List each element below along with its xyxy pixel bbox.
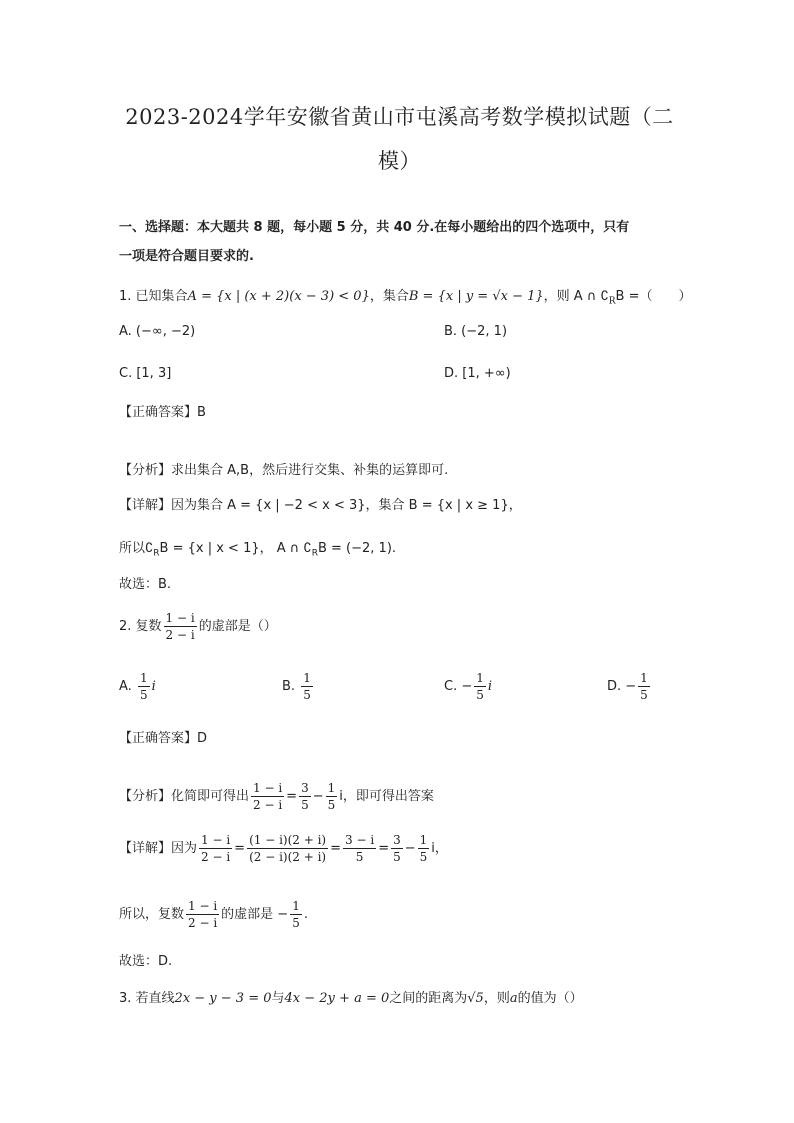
q2-d-num-2: (1 − i)(2 + i) <box>249 833 327 847</box>
q3-eq-1: 2x − y − 3 = 0 <box>174 991 272 1006</box>
question-1 <box>119 285 691 307</box>
q2-an-den-1: 2 − i <box>253 798 283 812</box>
q1-choose: 故选：B. <box>119 577 172 592</box>
q2-option-b-frac <box>301 670 313 703</box>
q2-analysis <box>119 780 434 813</box>
section-heading-line-2: 一项是符合题目要求的. <box>119 249 254 264</box>
q2-d-den-5: 5 <box>419 850 428 864</box>
q1-d2-b: B = {x | x < 1}， A ∩ ∁ <box>159 541 312 556</box>
q2-an-den-2: 5 <box>301 798 309 812</box>
q2-detail-prefix: 【详解】因为 <box>119 841 198 856</box>
q2-answer: 【正确答案】D <box>119 731 208 746</box>
q2-d-frac-2 <box>247 832 328 865</box>
q2-option-a-frac <box>138 670 150 703</box>
q3-text-c: 之间的距离为 <box>389 991 468 1006</box>
q2-option-c <box>444 670 492 703</box>
q2-an-minus: − <box>312 789 324 804</box>
q2-d-frac-4 <box>391 832 403 865</box>
q1-option-b: B. (−2, 1) <box>444 324 508 339</box>
q2-analysis-prefix: 【分析】化简即可得出 <box>119 789 250 804</box>
q2-option-d-num: 1 <box>640 671 648 685</box>
q2-d-num-5: 1 <box>419 833 428 847</box>
q2-so <box>119 898 308 931</box>
q2-detail: 【详解】因为 $\frac{1 - i}{2 - i}$ = $\frac{(1 - i)(2 + i)}{(2 - i)(2 + i)}$ = $\frac{3 - i}{5}$ = $\frac{3}{5}$ − $\frac{1}{5}$ i， <box>119 833 448 864</box>
q1-mid: ，集合 <box>369 289 409 304</box>
document-title-line-2: 模） <box>378 149 421 173</box>
q1-set-a: A = {x | (x + 2)(x − 3) < 0} <box>187 289 370 304</box>
q2-an-num-1: 1 − i <box>253 781 283 795</box>
q2-an-tail: i，即可得出答案 <box>339 789 434 804</box>
q2-option-b-label: B. <box>282 679 296 694</box>
q2-so-frac-1 <box>186 898 219 931</box>
q2-option-d <box>607 670 652 703</box>
q2-so-prefix: 所以，复数 <box>119 907 185 922</box>
q2-num: 1 − i <box>165 611 195 625</box>
q2-so-tail: . <box>303 907 308 922</box>
q2-den: 2 − i <box>165 628 195 642</box>
q2-an-frac-2 <box>299 780 311 813</box>
q3-text-d: ，则 <box>483 991 510 1006</box>
q2-option-b-den: 5 <box>303 688 311 702</box>
q2-option-b-num: 1 <box>303 671 311 685</box>
q2-d-num-4: 3 <box>393 833 401 847</box>
q2-option-d-label: D. − <box>607 679 637 694</box>
q2-an-frac-3 <box>326 780 338 813</box>
q3-text-b: 与 <box>271 991 285 1006</box>
section-heading-line-1: 一、选择题：本大题共 8 题，每小题 5 分，共 40 分.在每小题给出的四个选项中，只有 <box>119 220 630 235</box>
q2-so-den-2: 5 <box>292 916 300 930</box>
q3-text-e: 的值为（） <box>517 991 583 1006</box>
q2-an-frac-1 <box>251 780 284 813</box>
q2-so-mid: 的虚部是 − <box>221 907 289 922</box>
q2-d-den-2: (2 − i)(2 + i) <box>249 850 327 864</box>
document-title-line-1: 2023-2024学年安徽省黄山市屯溪高考数学模拟试题（二 <box>125 105 674 129</box>
q1-d2-c: B = (−2, 1). <box>317 541 397 556</box>
q3-var: a <box>509 991 518 1006</box>
q1-detail-2 <box>119 537 396 559</box>
q2-option-c-label: C. − <box>444 679 473 694</box>
q1-analysis: 【分析】求出集合 A,B，然后进行交集、补集的运算即可. <box>119 463 449 478</box>
q2-prefix: 2. 复数 <box>119 619 162 634</box>
q3-root: √5 <box>467 991 484 1006</box>
q1-option-c: C. [1, 3] <box>119 366 172 381</box>
q2-option-a <box>119 670 156 703</box>
q1-detail: 【详解】因为集合 A = {x | −2 < x < 3}，集合 B = {x | x ≥ 1}， <box>119 498 522 513</box>
q2-d-frac-1 <box>199 832 232 865</box>
q2-so-num-1: 1 − i <box>188 899 218 913</box>
q1-answer: 【正确答案】B <box>119 405 206 420</box>
q1-option-a: A. (−∞, −2) <box>119 324 196 339</box>
q2-option-c-den: 5 <box>476 688 484 702</box>
q2-d-tail: i， <box>431 841 448 856</box>
q2-option-d-frac <box>638 670 650 703</box>
q2-option-c-tail: i <box>487 679 493 694</box>
q2-option-a-num: 1 <box>139 671 148 685</box>
q1-set-b: B = {x | y = √x − 1} <box>408 289 544 304</box>
q2-option-a-den: 5 <box>139 688 148 702</box>
question-2 <box>119 610 277 643</box>
q2-so-den-1: 2 − i <box>188 916 218 930</box>
q2-d-den-1: 2 − i <box>201 850 231 864</box>
q1-sub: R <box>608 296 616 307</box>
q2-option-c-num: 1 <box>476 671 484 685</box>
q2-d-num-3: 3 − i <box>345 833 375 847</box>
q1-d2-sub2: R <box>311 548 318 559</box>
q2-suffix: 的虚部是（） <box>198 619 277 634</box>
q1-option-d: D. [1, +∞) <box>444 366 511 381</box>
q2-option-d-den: 5 <box>640 688 648 702</box>
q2-option-b <box>282 670 315 703</box>
q1-prefix: 1. 已知集合 <box>119 289 188 304</box>
q2-so-frac-2 <box>290 898 302 931</box>
q2-d-den-4: 5 <box>393 850 401 864</box>
q1-d2-sub: R <box>153 548 160 559</box>
q2-an-num-3: 1 <box>327 781 336 795</box>
q3-eq-2: 4x − 2y + a = 0 <box>284 991 390 1006</box>
q2-an-num-2: 3 <box>301 781 309 795</box>
question-3 <box>119 987 583 1006</box>
q1-d2-a: 所以∁ <box>119 541 154 556</box>
q2-option-a-tail: i <box>151 679 156 694</box>
q2-choose: 故选：D. <box>119 954 173 969</box>
q1-tail: ，则 A ∩ ∁ <box>543 289 609 304</box>
q1-tail-2: B =（ ） <box>615 289 692 304</box>
q2-option-a-label: A. <box>119 679 132 694</box>
q2-an-eq: = <box>286 789 298 804</box>
q2-so-num-2: 1 <box>292 899 300 913</box>
q2-d-frac-5 <box>418 832 430 865</box>
q2-fraction <box>164 610 197 643</box>
q2-d-den-3: 5 <box>355 850 364 864</box>
q2-d-frac-3 <box>343 832 376 865</box>
q2-option-c-frac <box>474 670 486 703</box>
q2-d-num-1: 1 − i <box>201 833 231 847</box>
q2-an-den-3: 5 <box>327 798 336 812</box>
q3-text-a: 3. 若直线 <box>119 991 175 1006</box>
